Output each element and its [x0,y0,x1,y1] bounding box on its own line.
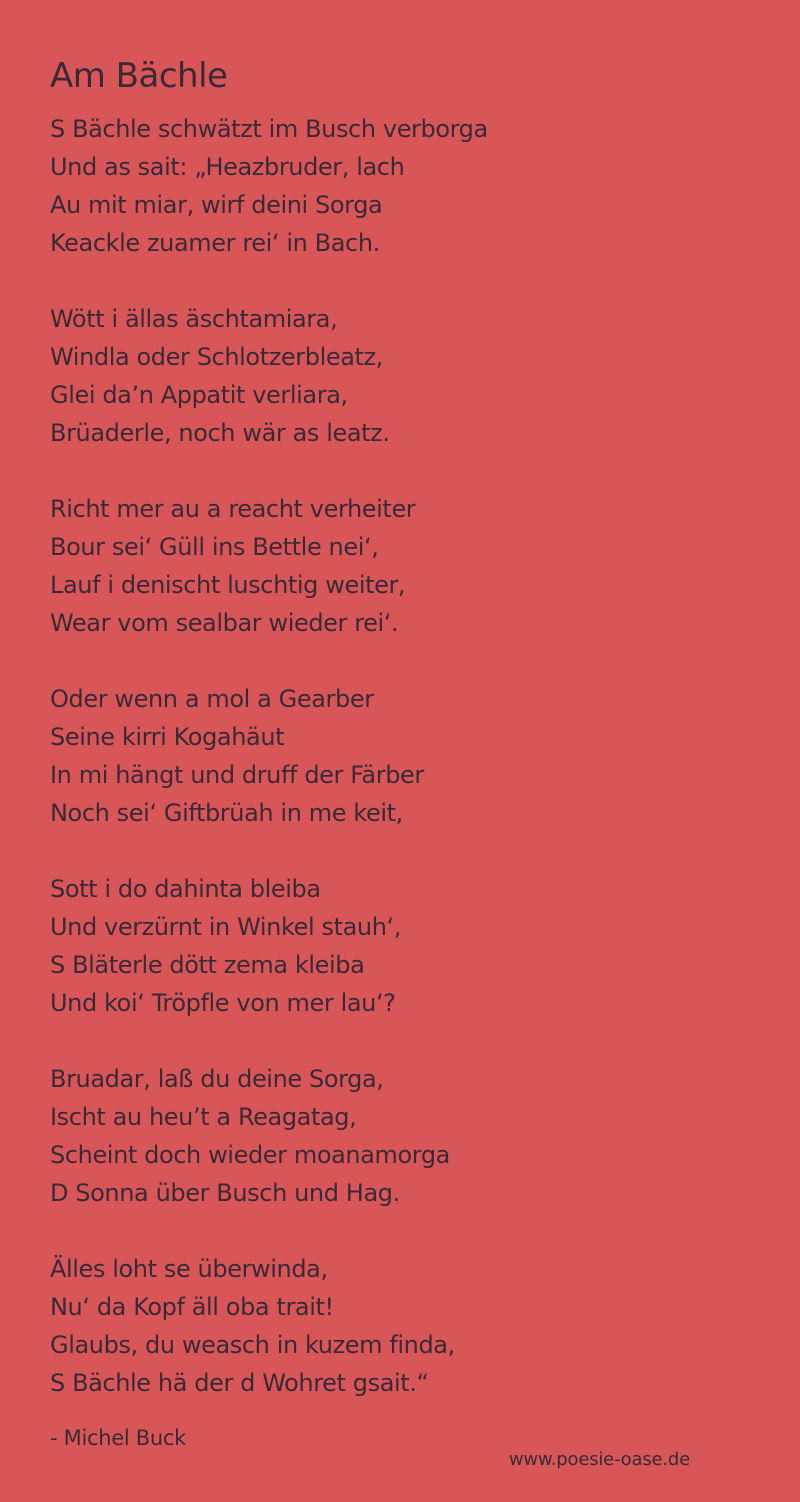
verse-line: Noch sei‘ Giftbrüah in me keit, [50,799,403,827]
stanza-7 [50,1250,770,1402]
website-credit: www.poesie-oase.de [508,1449,690,1470]
stanza-6 [50,1060,770,1212]
poem-body [50,110,770,1440]
verse-line: Wear vom sealbar wieder rei‘. [50,609,399,637]
verse-line: Sott i do dahinta bleiba [50,875,321,903]
verse-line: Scheint doch wieder moanamorga [50,1141,450,1169]
stanza-2 [50,300,770,452]
stanza-5 [50,870,770,1022]
stanza-4 [50,680,770,832]
verse-line: Brüaderle, noch wär as leatz. [50,419,390,447]
verse-line: Ischt au heu’t a Reagatag, [50,1103,357,1131]
stanza-3 [50,490,770,642]
verse-line: Windla oder Schlotzerbleatz, [50,343,383,371]
verse-line: Wött i ällas äschtamiara, [50,305,338,333]
verse-line: Keackle zuamer rei‘ in Bach. [50,229,380,257]
verse-line: Au mit miar, wirf deini Sorga [50,191,383,219]
verse-line: Oder wenn a mol a Gearber [50,685,374,713]
poem-author: - Michel Buck [50,1426,187,1450]
verse-line: Seine kirri Kogahäut [50,723,285,751]
verse-line: Bour sei‘ Güll ins Bettle nei‘, [50,533,379,561]
verse-line: Richt mer au a reacht verheiter [50,495,416,523]
verse-line: Und verzürnt in Winkel stauh‘, [50,913,401,941]
verse-line: Glei da’n Appatit verliara, [50,381,348,409]
verse-line: D Sonna über Busch und Hag. [50,1179,400,1207]
verse-line: Und as sait: „Heazbruder, lach [50,153,405,181]
verse-line: S Bläterle dött zema kleiba [50,951,365,979]
verse-line: S Bächle hä der d Wohret gsait.“ [50,1369,429,1397]
verse-line: Bruadar, laß du deine Sorga, [50,1065,384,1093]
verse-line: Glaubs, du weasch in kuzem finda, [50,1331,455,1359]
stanza-1 [50,110,770,262]
verse-line: In mi hängt und druff der Färber [50,761,424,789]
verse-line: Und koi‘ Tröpfle von mer lau‘? [50,989,396,1017]
verse-line: Lauf i denischt luschtig weiter, [50,571,406,599]
verse-line: S Bächle schwätzt im Busch verborga [50,115,488,143]
poem-title: Am Bächle [50,56,228,96]
verse-line: Älles loht se überwinda, [50,1255,328,1283]
verse-line: Nu‘ da Kopf äll oba trait! [50,1293,334,1321]
